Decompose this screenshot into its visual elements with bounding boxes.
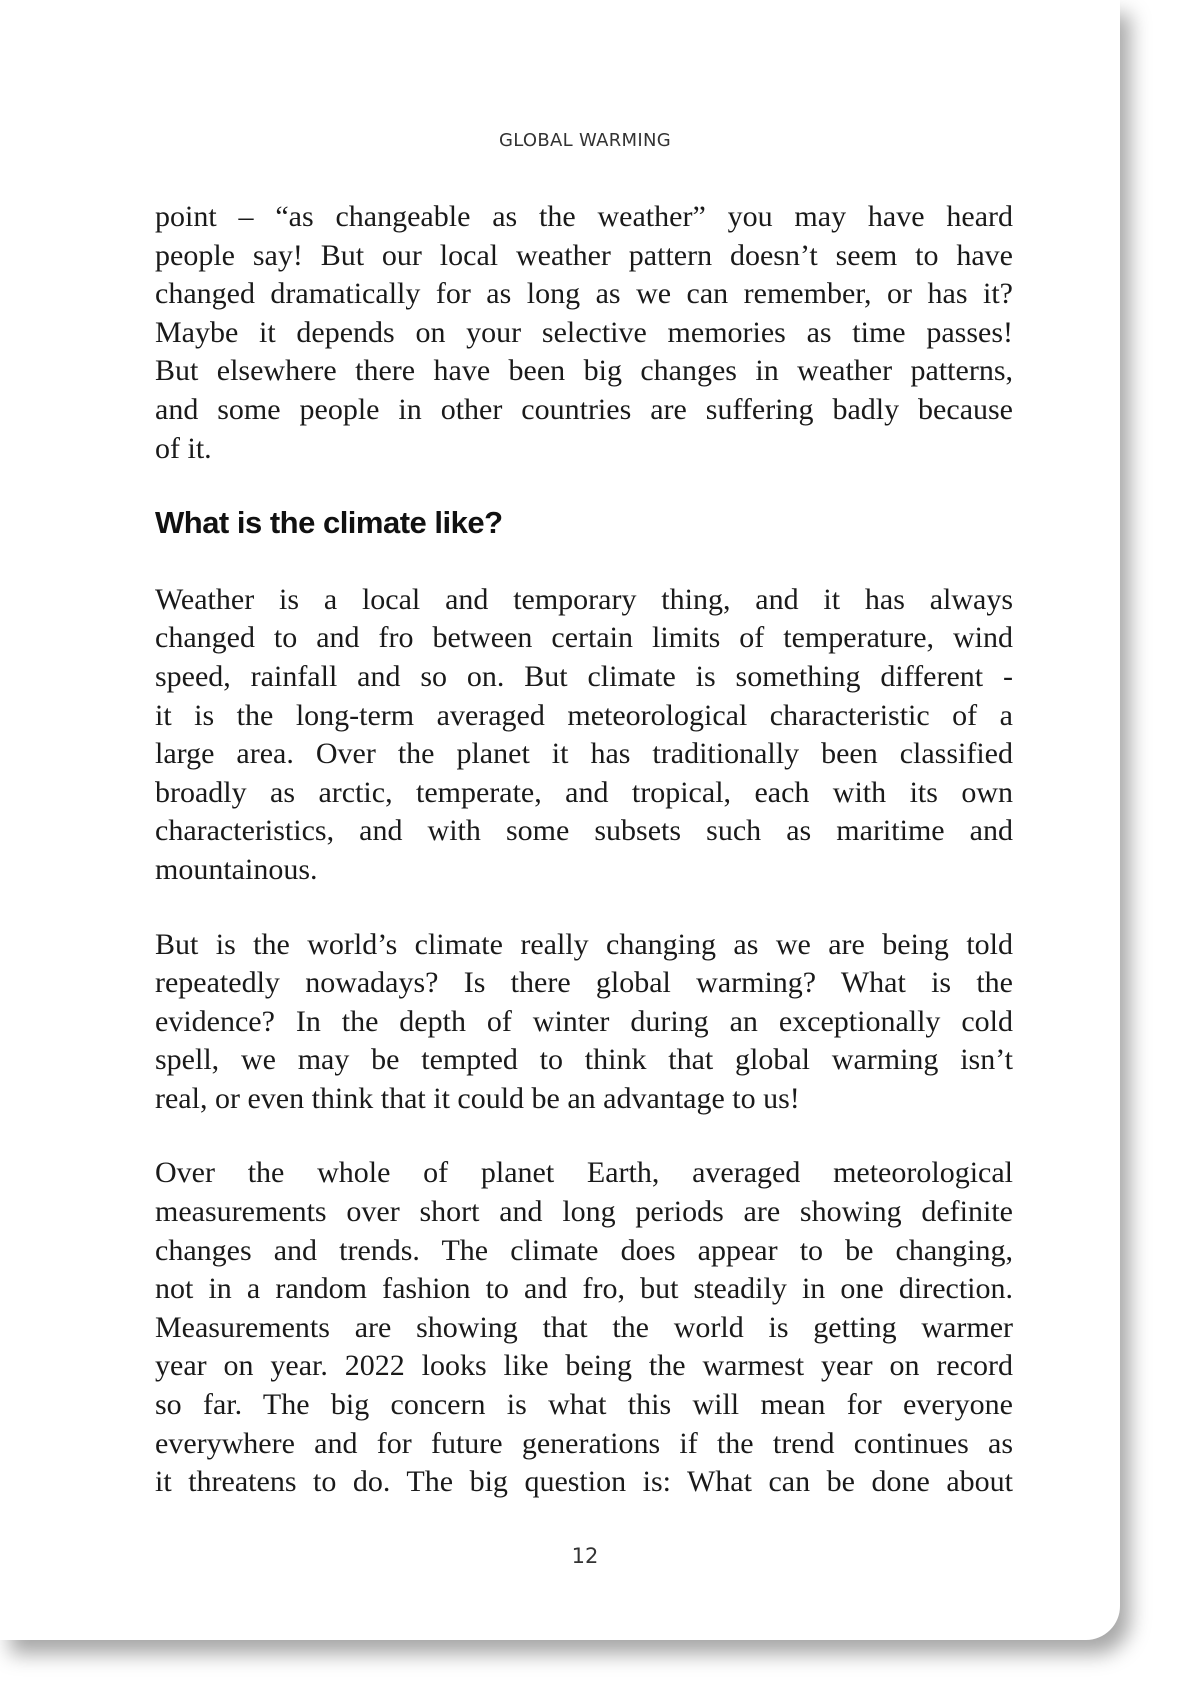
text-line: mountainous. [155,852,318,886]
paragraph-3 [155,926,1013,1119]
text-line: people say! But our local weather pattern doesn’t seem to have [155,238,1013,272]
text-line: But is the world’s climate really changing as we are being told [155,927,1013,961]
running-head: GLOBAL WARMING [498,130,671,151]
text-line: repeatedly nowadays? Is there global warming? What is the [155,966,1013,1000]
page-number: 12 [571,1544,599,1568]
text-line: and some people in other countries are suffering badly because [155,392,1013,426]
text-line: Weather is a local and temporary thing, and it has always [155,582,1013,616]
text-line: broadly as arctic, temperate, and tropical, each with its own [155,775,1013,809]
paragraph-1 [155,198,1013,468]
text-line: measurements over short and long periods are showing definite [155,1195,1013,1229]
text-line: changed dramatically for as long as we can remember, or has it? [155,277,1013,311]
text-line: not in a random fashion to and fro, but steadily in one direction. [155,1272,1013,1306]
text-line: point – “as changeable as the weather” you may have heard [155,200,1013,233]
text-line: Maybe it depends on your selective memories as time passes! [155,315,1013,349]
text-line: changes and trends. The climate does appear to be changing, [155,1233,1013,1267]
text-line: of it. [155,431,212,465]
text-line: real, or even think that it could be an advantage to us! [155,1081,800,1115]
text-line: everywhere and for future generations if the trend continues as [155,1426,1013,1460]
text-line: large area. Over the planet it has traditionally been classified [155,737,1013,771]
body-text [155,198,1013,1538]
text-line: speed, rainfall and so on. But climate is something different - [155,659,1013,693]
text-line: Over the whole of planet Earth, averaged meteorological [155,1156,1013,1190]
text-line: But elsewhere there have been big changes in weather patterns, [155,354,1013,388]
text-line: Measurements are showing that the world is getting warmer [155,1310,1013,1344]
text-line: it threatens to do. The big question is: What can be done about [155,1465,1013,1499]
text-line: changed to and fro between certain limits of temperature, wind [155,621,1013,655]
text-line: it is the long-term averaged meteorological characteristic of a [155,698,1013,732]
text-line: year on year. 2022 looks like being the warmest year on record [155,1349,1013,1383]
text-line: spell, we may be tempted to think that global warming isn’t [155,1043,1013,1077]
paragraph-2 [155,581,1013,890]
paragraph-4 [155,1154,1013,1501]
text-line: evidence? In the depth of winter during an exceptionally cold [155,1004,1013,1038]
section-heading: What is the climate like? [155,505,503,541]
text-line: characteristics, and with some subsets such as maritime and [155,814,1013,848]
text-line: so far. The big concern is what this will mean for everyone [155,1388,1013,1422]
